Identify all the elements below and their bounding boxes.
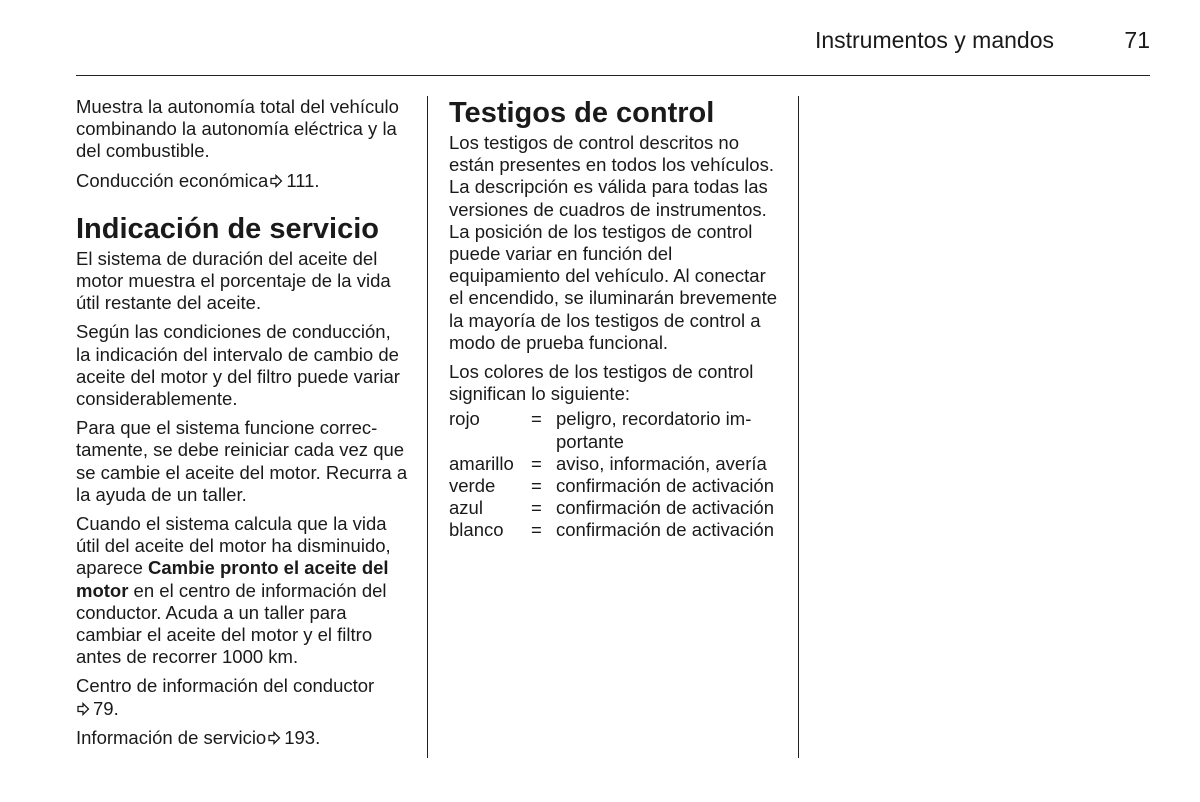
color-name: azul [449, 497, 483, 519]
service-paragraph-3: Para que el sistema funcione correctamente, se debe reiniciar cada vez que se cambie el aceite del motor. Recurra a la ayuda de un taller. [76, 417, 408, 505]
color-row-green [449, 475, 779, 497]
xref-service-page: 193. [284, 726, 321, 748]
color-name: amarillo [449, 452, 514, 474]
xref-dic-page: 79. [93, 697, 119, 719]
arrow-right-icon [269, 174, 283, 188]
left-column [76, 96, 410, 756]
xref-service-info[interactable] [76, 727, 410, 749]
color-name: blanco [449, 519, 504, 541]
equals-sign: = [531, 475, 542, 497]
color-row-yellow [449, 453, 779, 475]
equals-sign: = [531, 408, 542, 430]
arrow-right-icon [76, 702, 90, 716]
equals-sign: = [531, 497, 542, 519]
right-column [449, 96, 779, 542]
p4-text-after: en el centro de información del conductor. Acuda a un taller para cambiar el aceite del motor y el filtro antes de recorrer 1000 km. [76, 579, 387, 668]
color-name: rojo [449, 408, 480, 430]
color-meaning-table [449, 408, 779, 541]
xref-service-text: Información de servicio [76, 726, 267, 748]
color-meaning: confirmación de activación [556, 475, 774, 497]
equals-sign: = [531, 519, 542, 541]
color-name: verde [449, 475, 496, 497]
color-meaning: confirmación de activación [556, 519, 774, 541]
service-paragraph-4 [76, 513, 410, 668]
service-paragraph-2: Según las condiciones de conducción, la indicación del intervalo de cambio de aceite del motor y del filtro puede variar considerablemente. [76, 321, 400, 410]
equals-sign: = [531, 452, 542, 474]
column-divider-right [798, 96, 799, 758]
page-number: 71 [1124, 27, 1150, 53]
page-header-title: Instrumentos y mandos [814, 27, 1054, 53]
xref-eco-page: 111. [286, 169, 320, 191]
p4-text-before: Cuando el sistema calcula que la vida útil del aceite del motor ha disminuido, aparece [76, 513, 391, 579]
warning-lights-paragraph-1: Los testigos de control descritos no están presentes en todos los vehículos. La descripción es válida para todas las versiones de cuadros de instrumentos. La posición de los testigos de control puede variar en función del equipamiento del vehículo. Al conectar el encendido, se iluminarán brevemente la mayoría de los testigos de control a modo de prueba funcional. [449, 132, 778, 353]
service-paragraph-1: El sistema de duración del aceite del motor muestra el porcentaje de la vida útil restante del aceite. [76, 247, 391, 314]
xref-eco-text: Conducción económica [76, 169, 269, 191]
section-heading-warning-lights: Testigos de control [449, 97, 715, 129]
xref-driver-info-center[interactable] [76, 675, 410, 719]
color-row-blue [449, 497, 779, 519]
xref-dic-text: Centro de información del conductor [76, 675, 375, 697]
color-meaning: confirmación de activación [556, 497, 774, 519]
color-meaning: aviso, información, avería [556, 452, 767, 474]
color-meaning: peligro, recordatorio importante [556, 408, 752, 452]
section-heading-service: Indicación de servicio [76, 212, 379, 245]
color-row-red [449, 408, 779, 452]
header-divider [76, 75, 1150, 76]
oil-change-message: Cambie pronto el aceite del motor [76, 557, 389, 601]
arrow-right-icon [267, 731, 281, 745]
intro-paragraph: Muestra la autonomía total del vehículo combinando la autonomía eléctrica y la del combustible. [76, 96, 399, 162]
color-row-white [449, 519, 779, 541]
column-divider-left [427, 96, 428, 758]
warning-lights-paragraph-2: Los colores de los testigos de control significan lo siguiente: [449, 361, 754, 405]
xref-eco-driving[interactable] [76, 170, 410, 192]
